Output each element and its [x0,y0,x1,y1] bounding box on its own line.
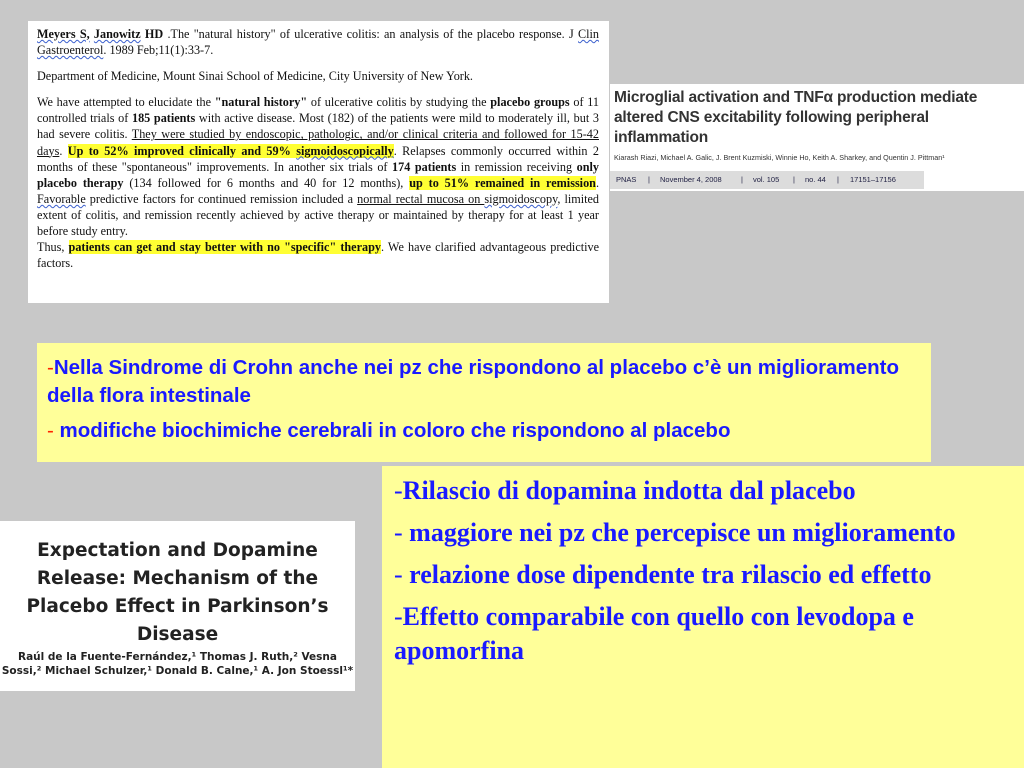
science-article-header [0,521,355,691]
note-text: Rilascio di dopamina indotta dal placebo [402,476,856,505]
science-title: Expectation and Dopamine Release: Mechanism of the Placebo Effect in Parkinson’s Disease [26,540,329,645]
note-text: Nella Sindrome di Crohn anche nei pz che rispondono al placebo c’è un miglioramento della flora intestinale [47,356,900,407]
separator: | [741,175,743,184]
author-2-initials: HD [144,27,164,41]
bullet-dash: - [47,419,60,442]
bullet-dash: - [394,560,410,589]
crohn-notes-box [37,343,931,462]
underlined-mucosa: normal rectal mucosa on [357,191,485,206]
pnas-authors: Kiarash Riazi, Michael A. Galic, J. Brent Kuzmiski, Winnie Ho, Keith A. Sharkey, and Quentin J. Pittman¹ [614,153,945,162]
abstract-paragraph-1: We have attempted to elucidate the "natural history" of ulcerative colitis by studying the placebo groups of 11 controlled trials of 185 patients with active disease. Most (182) of the patients were mild to moderately ill, but 3 had severe colitis. They were studied by endoscopic, pathologic, and/or clinical criteria and followed for 15-42 days. Up to 52% improved clinically and 59% sigmoidoscopically. Relapses commonly occurred within 2 months of these "spontaneous" improvements. In another six trials of 174 patients in remission receiving only placebo therapy (134 followed for 6 months and 40 for 12 months), up to 51% remained in remission. Favorable predictive factors for continued remission included a normal rectal mucosa on sigmoidoscopy, limited extent of colitis, and remission recently achieved by active therapy or maintained by therapy for at least 1 year before study entry. [37,95,600,239]
note-item [394,516,1016,550]
separator: | [793,175,795,184]
pnas-date: November 4, 2008 [660,175,722,184]
note-item [394,600,1016,668]
citation-title: .The "natural history" of ulcerative colitis: an analysis of the placebo response. J [163,27,578,41]
pnas-article-header [610,84,1024,191]
note-text: maggiore nei pz che percepisce un miglioramento [409,518,956,547]
note-item [47,354,921,410]
pnas-journal: PNAS [616,175,637,184]
note-item [394,474,1016,508]
dopamine-notes-box [382,466,1024,768]
note-item [47,417,921,445]
note-text: Effetto comparabile con quello con levodopa e apomorfina [394,602,914,665]
note-text: relazione dose dipendente tra rilascio ed effetto [409,560,932,589]
journal-name: Clin Gastroenterol [37,27,599,58]
underlined-study-text: They were studied by endoscopic, pathologic, and/or clinical criteria and followed for 15-42 days [37,127,599,158]
pnas-pages: 17151–17156 [850,175,896,184]
citation-tail: . 1989 Feb;11(1):33-7. [103,43,214,58]
author-2: Janowitz [93,27,141,41]
bullet-dash: - [394,602,403,631]
highlight-improved: Up to 52% improved clinically and 59% [67,143,297,158]
separator: | [648,175,650,184]
pnas-issue: no. 44 [805,175,826,184]
affiliation: Department of Medicine, Mount Sinai School of Medicine, City University of New York. [37,69,473,84]
bullet-dash: - [394,476,403,505]
pnas-title: Microglial activation and TNFα production mediate altered CNS excitability following peripheral inflammation [614,89,978,146]
citation [37,26,599,58]
pnas-citation-bar [610,171,924,189]
bullet-dash: - [394,518,410,547]
separator: | [837,175,839,184]
note-text: modifiche biochimiche cerebrali in coloro che rispondono al placebo [59,419,731,442]
pnas-volume: vol. 105 [753,175,780,184]
highlight-sigmoidoscopically: sigmoidoscopically [296,143,394,158]
science-authors: Raúl de la Fuente-Fernández,¹ Thomas J. Ruth,² Vesna Sossi,² Michael Schulzer,¹ Donald B. Calne,¹ A. Jon Stoessl¹* [1,651,354,677]
bullet-dash: - [47,356,54,379]
note-item [394,558,1016,592]
abstract-paragraph-2: Thus, patients can get and stay better with no "specific" therapy. We have clarified advantageous predictive factors. [37,240,599,271]
author-1: Meyers S, [37,27,90,41]
highlight-remission: up to 51% remained in remission [409,175,596,190]
highlight-conclusion: patients can get and stay better with no "specific" therapy [68,240,381,255]
abstract-panel [28,21,609,303]
